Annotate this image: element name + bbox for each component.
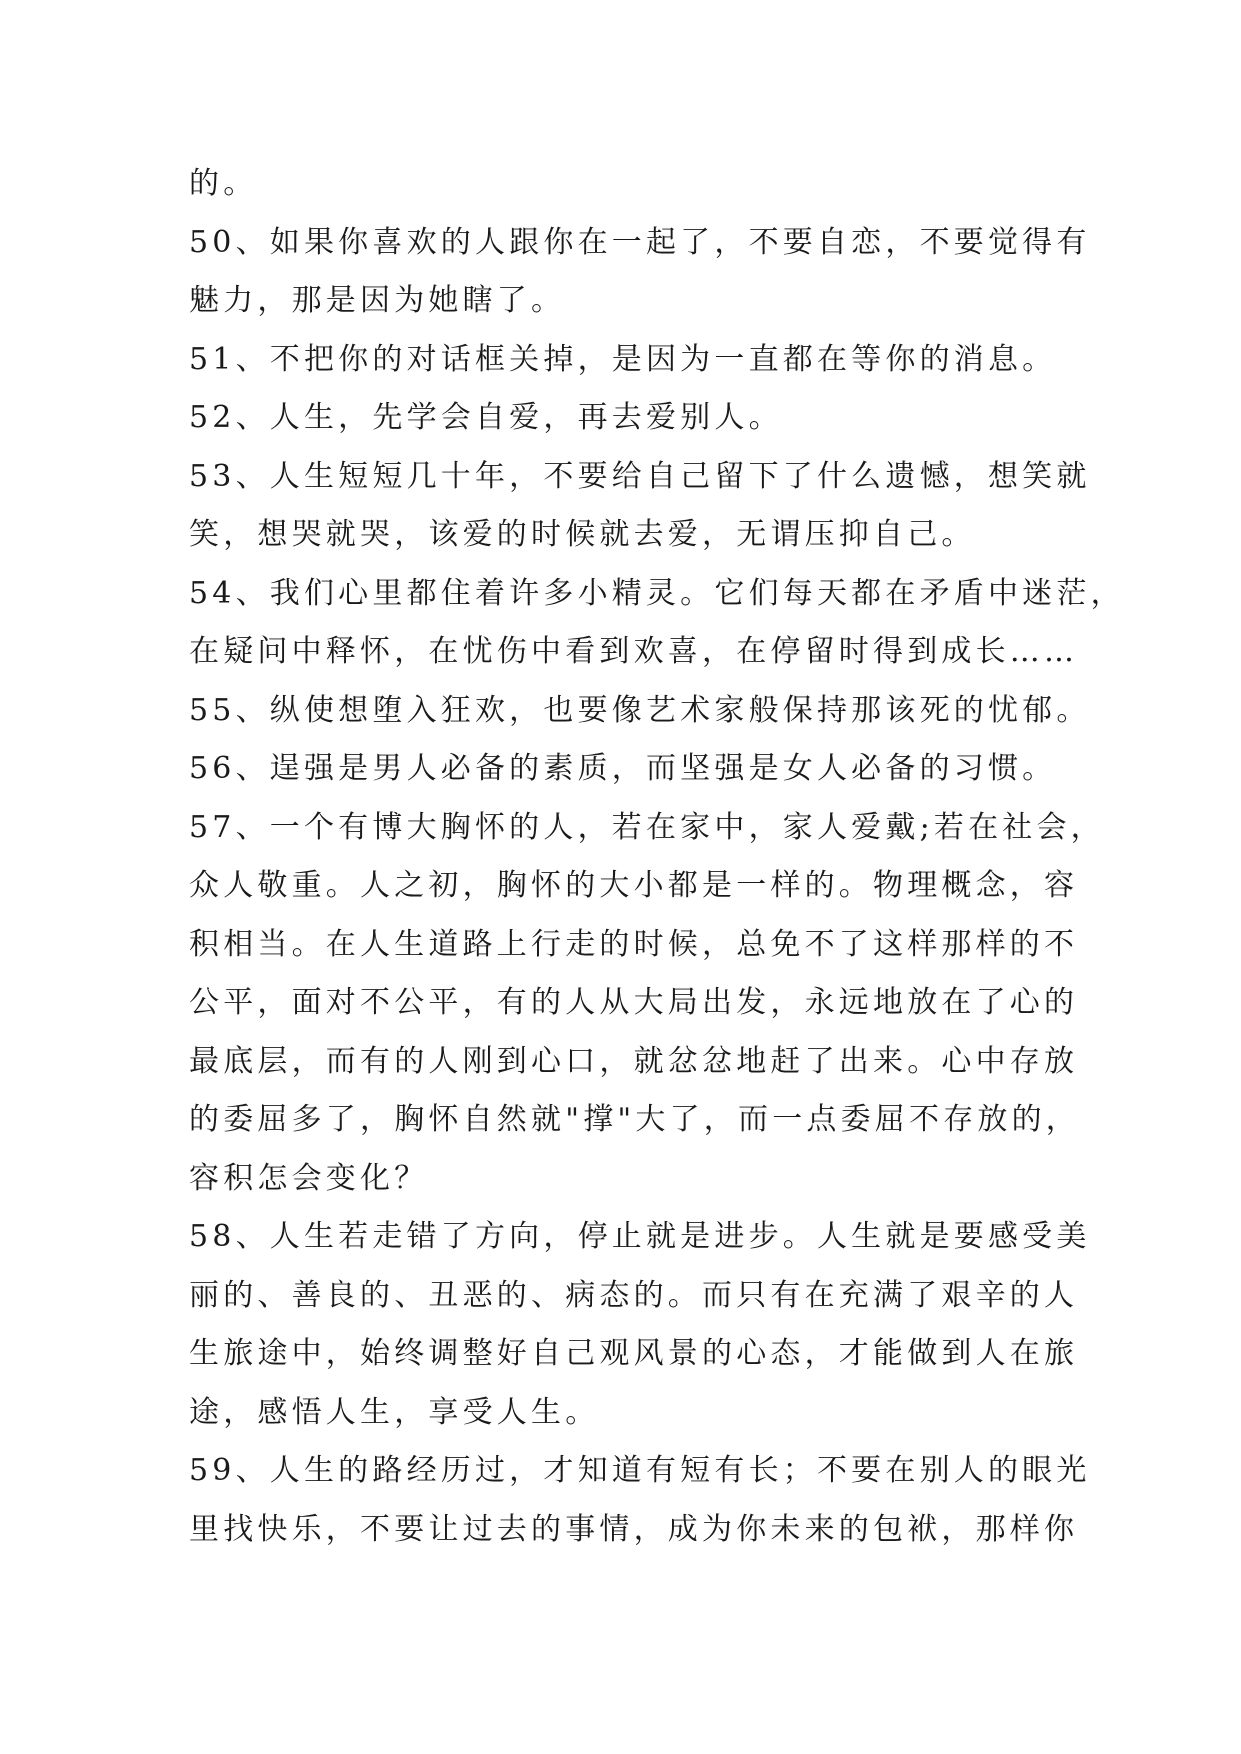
text-line: 53、人生短短几十年，不要给自己留下了什么遗憾，想笑就: [189, 458, 1091, 494]
text-line: 的。: [189, 166, 258, 201]
text-line: 众人敬重。人之初，胸怀的大小都是一样的。物理概念，容: [189, 868, 1079, 903]
text-line: 在疑问中释怀，在忧伤中看到欢喜，在停留时得到成长……: [189, 634, 1079, 669]
text-line: 生旅途中，始终调整好自己观风景的心态，才能做到人在旅: [189, 1336, 1079, 1371]
text-line: 59、人生的路经历过，才知道有短有长；不要在别人的眼光: [189, 1453, 1091, 1488]
text-line: 丽的、善良的、丑恶的、病态的。而只有在充满了艰辛的人: [189, 1277, 1079, 1313]
text-line: 50、如果你喜欢的人跟你在一起了，不要自恋，不要觉得有: [189, 224, 1091, 260]
text-line: 公平，面对不公平，有的人从大局出发，永远地放在了心的: [189, 985, 1079, 1020]
text-line: 魅力，那是因为她瞎了。: [189, 283, 566, 318]
body-text: [189, 155, 1125, 1559]
text-line: 积相当。在人生道路上行走的时候，总免不了这样那样的不: [189, 926, 1079, 962]
text-line: 最底层，而有的人刚到心口，就忿忿地赶了出来。心中存放: [189, 1043, 1079, 1079]
text-line: 52、人生，先学会自爱，再去爱别人。: [189, 400, 783, 435]
text-line: 的委屈多了，胸怀自然就"撑"大了，而一点委屈不存放的，: [189, 1102, 1080, 1137]
text-line: 51、不把你的对话框关掉，是因为一直都在等你的消息。: [189, 341, 1057, 377]
text-line: 里找快乐，不要让过去的事情，成为你未来的包袱，那样你: [189, 1511, 1079, 1547]
text-line: 笑，想哭就哭，该爱的时候就去爱，无谓压抑自己。: [189, 517, 976, 552]
text-line: 56、逞强是男人必备的素质，而坚强是女人必备的习惯。: [189, 751, 1057, 786]
text-line: 58、人生若走错了方向，停止就是进步。人生就是要感受美: [189, 1219, 1091, 1254]
text-line: 55、纵使想堕入狂欢，也要像艺术家般保持那该死的忧郁。: [189, 692, 1091, 728]
text-line: 容积怎会变化？: [189, 1160, 429, 1196]
text-line: 57、一个有博大胸怀的人，若在家中，家人爱戴;若在社会，: [189, 809, 1105, 845]
text-line: 途，感悟人生，享受人生。: [189, 1394, 600, 1430]
text-line: 54、我们心里都住着许多小精灵。它们每天都在矛盾中迷茫，: [189, 575, 1125, 611]
